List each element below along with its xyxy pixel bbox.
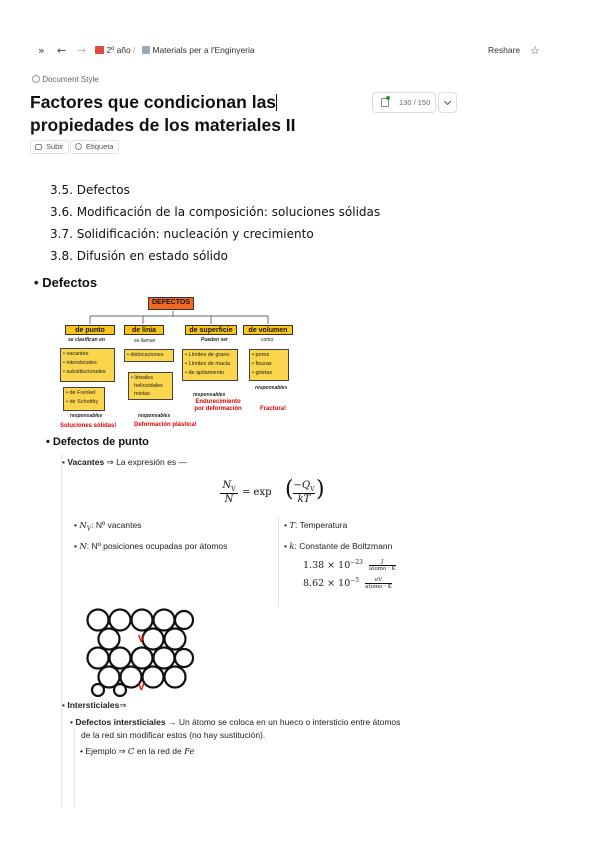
diagram-resp-sup: responsables (193, 392, 226, 398)
diagram-vol-list: • poros • fisuras • grietas (249, 349, 289, 381)
formula-paren-left: ( (285, 477, 294, 502)
diagram-resp-linea: responsables (138, 413, 171, 419)
boltz-unit-num: J (381, 559, 384, 566)
boltz-mantissa: 8.62 × 10 (303, 578, 351, 590)
diagram-sup-item: Límites de macla (188, 361, 231, 367)
ejemplo-fe: Fe (184, 747, 195, 757)
page-title[interactable] (30, 91, 360, 137)
heading-punto-text: Defectos de punto (52, 436, 149, 448)
bullet-dot: • (34, 275, 39, 290)
formula-lhs-den (220, 494, 238, 505)
boltz-unit-num: eV (374, 577, 383, 584)
def-nv[interactable]: • $N_V$: Nº vacantes (74, 520, 142, 533)
upload-label: Subir (46, 142, 64, 151)
def-symbol: T (289, 521, 296, 531)
diagram-cat-volumen: de volumen (243, 325, 293, 335)
intersticiales-item[interactable]: • Intersticiales⇒ (62, 700, 127, 710)
diagram-linea-item: dislocaciones (130, 352, 164, 358)
boltz-unit (369, 559, 396, 572)
chevron-down-icon (444, 98, 451, 105)
ejemplo-c: C (127, 747, 135, 757)
diagram-punto-item2: de Schottky (69, 399, 99, 405)
diagram-resp-vol: responsables (255, 385, 288, 391)
title-line-1: Factores que condicionan las (30, 92, 277, 112)
reshare-button[interactable]: Reshare (488, 45, 521, 55)
toc-item-2: 3.6. Modificación de la composición: soluciones sólidas (50, 205, 381, 219)
def-int-label: Defectos intersticiales (75, 717, 166, 727)
breadcrumb-label-2: Materials per a l'Enginyeria (152, 45, 255, 55)
forward-arrow-icon[interactable]: → (77, 44, 87, 57)
upload-chip[interactable] (30, 140, 69, 154)
def-t[interactable]: • T: Temperatura (284, 520, 348, 531)
text-cursor (276, 94, 277, 111)
diagram-result-vol: Fractura! (260, 406, 287, 412)
vacancy-formula (220, 478, 340, 508)
diagram-sup-list: • Límites de grano • Límites de macla • de apilamiento (182, 349, 238, 381)
folder-icon (95, 46, 104, 54)
title-line-2: propiedades de los materiales II (30, 115, 296, 135)
column-divider (278, 515, 279, 607)
diagram-vol-item: grietas (255, 370, 272, 376)
diagram-linea-list: • dislocaciones (124, 349, 174, 362)
diagram-punto-item: substitucionales (66, 369, 106, 375)
formula-eq: = exp (242, 487, 272, 498)
def-symbol: N (79, 542, 87, 552)
counter-value: 130 / 150 (399, 98, 431, 107)
page-icon (142, 46, 150, 54)
tag-icon (75, 143, 82, 150)
ejemplo-label: Ejemplo (85, 746, 117, 756)
indent-guide-1 (61, 454, 62, 806)
expand-sidebar-icon[interactable]: » (38, 44, 45, 57)
back-arrow-icon[interactable]: ← (57, 44, 67, 57)
formula-sub: V (310, 486, 315, 493)
formula-symbol: N (222, 480, 232, 491)
def-text: : Nº posiciones ocupadas por átomos (86, 541, 228, 551)
diagram-sup-item: Límites de grano (188, 352, 230, 358)
toc-item-3: 3.7. Solidificación: nucleación y crecimiento (50, 227, 314, 241)
def-text: : Nº vacantes (91, 520, 142, 530)
formula-symbol: kT (297, 494, 311, 505)
def-intersticiales-item[interactable]: • Defectos intersticiales → Un átomo se coloca en un hueco o intersticio entre átomos (70, 717, 401, 727)
boltz-mantissa: 1.38 × 10 (303, 560, 351, 572)
heading-defectos-punto[interactable] (46, 436, 149, 448)
def-int-text: Un átomo se coloca en un hueco o intersticio entre átomos (178, 717, 401, 727)
diagram-sub-volumen: como (261, 337, 274, 343)
def-symbol: N (79, 521, 87, 531)
star-icon[interactable]: ☆ (530, 44, 540, 57)
diagram-sub-punto: se clasifican en (68, 337, 105, 343)
def-k[interactable]: • k: Constante de Boltzmann (284, 541, 393, 552)
diagram-linea-item2: lineales (134, 375, 154, 381)
indent-guide-2 (74, 728, 75, 806)
diagram-cat-superficie: de superficie (185, 325, 237, 335)
boltzmann-value-2 (303, 577, 392, 590)
breadcrumb-separator: / (133, 45, 136, 55)
upload-icon (35, 144, 42, 150)
boltz-unit-den: átomo · K (365, 584, 392, 591)
boltz-unit (365, 577, 392, 590)
boltz-exp: −23 (350, 559, 363, 566)
diagram-punto-item: vacantes (66, 351, 89, 357)
counter-dropdown-button[interactable] (438, 92, 457, 113)
formula-rhs-num (293, 480, 315, 493)
formula-lhs-num (220, 480, 238, 493)
formula-sub: V (231, 486, 236, 493)
toc-item-1: 3.5. Defectos (50, 183, 130, 197)
vacancy-lattice-image (84, 605, 194, 697)
breadcrumb-label-1: 2º año (106, 45, 131, 55)
vacancy-marker: V (138, 634, 145, 645)
diagram-cat-punto: de punto (65, 325, 115, 335)
diagram-punto-list: • vacantes • intersticiales • substitucionales (60, 348, 115, 382)
style-icon (32, 75, 40, 83)
diagram-vol-item: poros (255, 352, 270, 358)
document-style-text: Document Style (42, 75, 99, 84)
heading-defectos[interactable] (34, 275, 97, 290)
def-sub: V (86, 525, 92, 533)
def-int-text-2: de la red sin modificar estos (no hay sustitución). (81, 730, 266, 740)
vacantes-label: Vacantes (67, 457, 105, 467)
breadcrumb-item-2[interactable] (142, 45, 255, 55)
diagram-vol-item: fisuras (255, 361, 272, 367)
diagram-result-punto: Soluciones sólidas! (60, 423, 117, 429)
word-counter[interactable] (372, 92, 436, 113)
diagram-root: DEFECTOS (148, 297, 194, 310)
ejemplo-item[interactable]: • Ejemplo ⇒ C en la red de Fe (80, 746, 195, 757)
vacantes-item[interactable]: • Vacantes ⇒ La expresión es — (62, 457, 187, 467)
diagram-punto-item: intersticiales (66, 360, 97, 366)
boltz-exp: −5 (350, 577, 360, 584)
def-symbol: k (289, 542, 295, 552)
formula-symbol: N (224, 494, 234, 505)
diagram-sub-linea: se llaman (134, 338, 156, 344)
diagram-linea-item2: helicoidales (134, 383, 163, 389)
diagram-linea-list-2: • lineales helicoidales mixtas (128, 372, 173, 400)
def-text: : Constante de Boltzmann (294, 541, 393, 551)
tag-chip[interactable] (70, 140, 119, 154)
diagram-result-linea: Deformación plástica! (134, 422, 197, 428)
def-n[interactable]: • N: Nº posiciones ocupadas por átomos (74, 541, 228, 552)
diagram-sup-item: de apilamiento (188, 370, 225, 376)
heading-defectos-text: Defectos (42, 275, 98, 290)
diagram-sub-superficie: Pueden ser (201, 337, 228, 343)
diagram-resp-punto: responsables (70, 413, 103, 419)
toc-item-4: 3.8. Difusión en estado sólido (50, 249, 228, 263)
diagram-result-sup: Endurecimiento por deformación (194, 399, 242, 412)
defects-diagram (58, 294, 310, 436)
document-style-label[interactable] (32, 75, 99, 84)
def-text: : Temperatura (295, 520, 348, 530)
bullet-dot: • (46, 436, 50, 448)
diagram-cat-linea: de línia (124, 325, 164, 335)
boltzmann-value-1 (303, 559, 396, 572)
ejemplo-mid: en la red de (136, 746, 182, 756)
formula-rhs-den (293, 494, 315, 505)
counter-dot-icon (386, 96, 390, 100)
diagram-punto-item2: de Frenkel (69, 390, 96, 396)
diagram-punto-list-2: • de Frenkel • de Schottky (63, 387, 105, 411)
vacancy-marker: V (138, 682, 145, 693)
boltz-unit-den: átomo · K (368, 566, 396, 573)
breadcrumb-item-1[interactable] (95, 45, 131, 55)
tag-label: Etiqueta (86, 142, 114, 151)
intersticiales-label: Intersticiales (67, 700, 120, 710)
formula-paren-right: ) (316, 477, 325, 502)
diagram-linea-item2: mixtas (134, 391, 150, 397)
formula-symbol: −Q (293, 480, 311, 491)
vacantes-text: La expresión es — (116, 457, 187, 467)
